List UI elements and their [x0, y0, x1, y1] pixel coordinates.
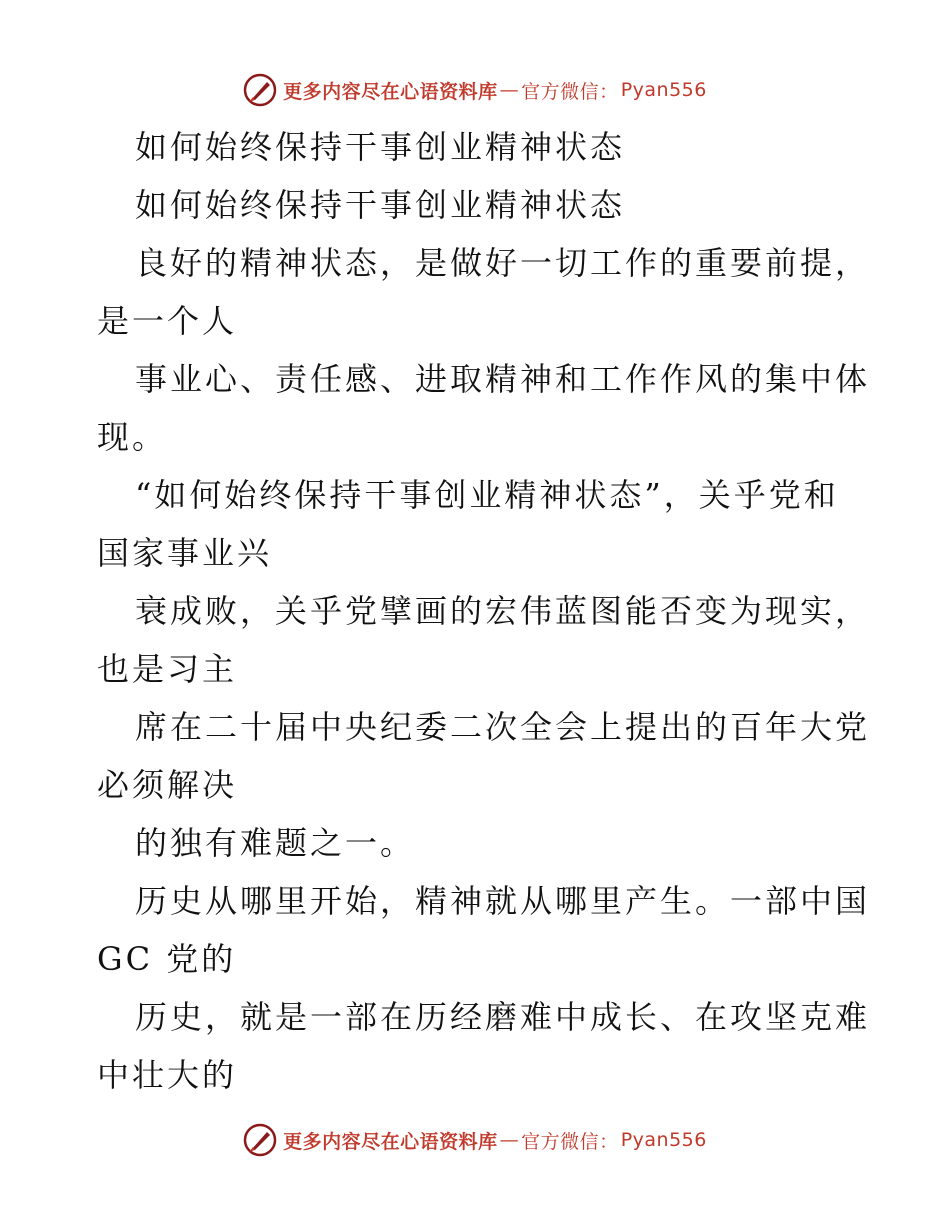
doc-line: 的独有难题之一。	[135, 824, 416, 862]
doc-line: 现。	[97, 418, 168, 456]
separator-dash: —	[499, 79, 520, 101]
official-wechat-label: 官方微信：	[521, 80, 619, 103]
document-body	[97, 118, 871, 1104]
doc-title-repeat: 如何始终保持干事创业精神状态	[135, 186, 626, 224]
doc-line: 事业心、责任感、进取精神和工作作风的集中体	[135, 360, 871, 398]
doc-title: 如何始终保持干事创业精神状态	[135, 128, 626, 166]
doc-line: 历史从哪里开始，精神就从哪里产生。一部中国	[135, 882, 871, 920]
doc-line: 衰成败，关乎党擘画的宏伟蓝图能否变为现实，	[135, 592, 871, 630]
official-wechat-label: 官方微信：	[521, 1130, 619, 1153]
doc-line: 国家事业兴	[97, 534, 273, 572]
doc-line: 也是习主	[97, 650, 238, 688]
quill-pen-circle-icon	[243, 73, 277, 107]
doc-line: 历史，就是一部在历经磨难中成长、在攻坚克难	[135, 998, 871, 1036]
doc-line: 是一个人	[97, 302, 238, 340]
doc-line: 良好的精神状态，是做好一切工作的重要前提，	[135, 244, 871, 282]
doc-line: “如何始终保持干事创业精神状态”，关乎党和	[135, 476, 839, 514]
separator-dash: —	[499, 1129, 520, 1151]
doc-line: 必须解决	[97, 766, 238, 804]
wechat-id: Pyan556	[620, 79, 707, 101]
wechat-id: Pyan556	[620, 1129, 707, 1151]
footer-watermark-banner	[0, 1120, 950, 1160]
doc-line: 中壮大的	[97, 1056, 238, 1094]
doc-line: 席在二十届中央纪委二次全会上提出的百年大党	[135, 708, 871, 746]
quill-pen-circle-icon	[243, 1123, 277, 1157]
doc-line: GC 党的	[97, 940, 237, 978]
header-watermark-banner	[0, 70, 950, 110]
brand-text: 更多内容尽在心语资料库	[283, 1130, 498, 1153]
brand-text: 更多内容尽在心语资料库	[283, 80, 498, 103]
